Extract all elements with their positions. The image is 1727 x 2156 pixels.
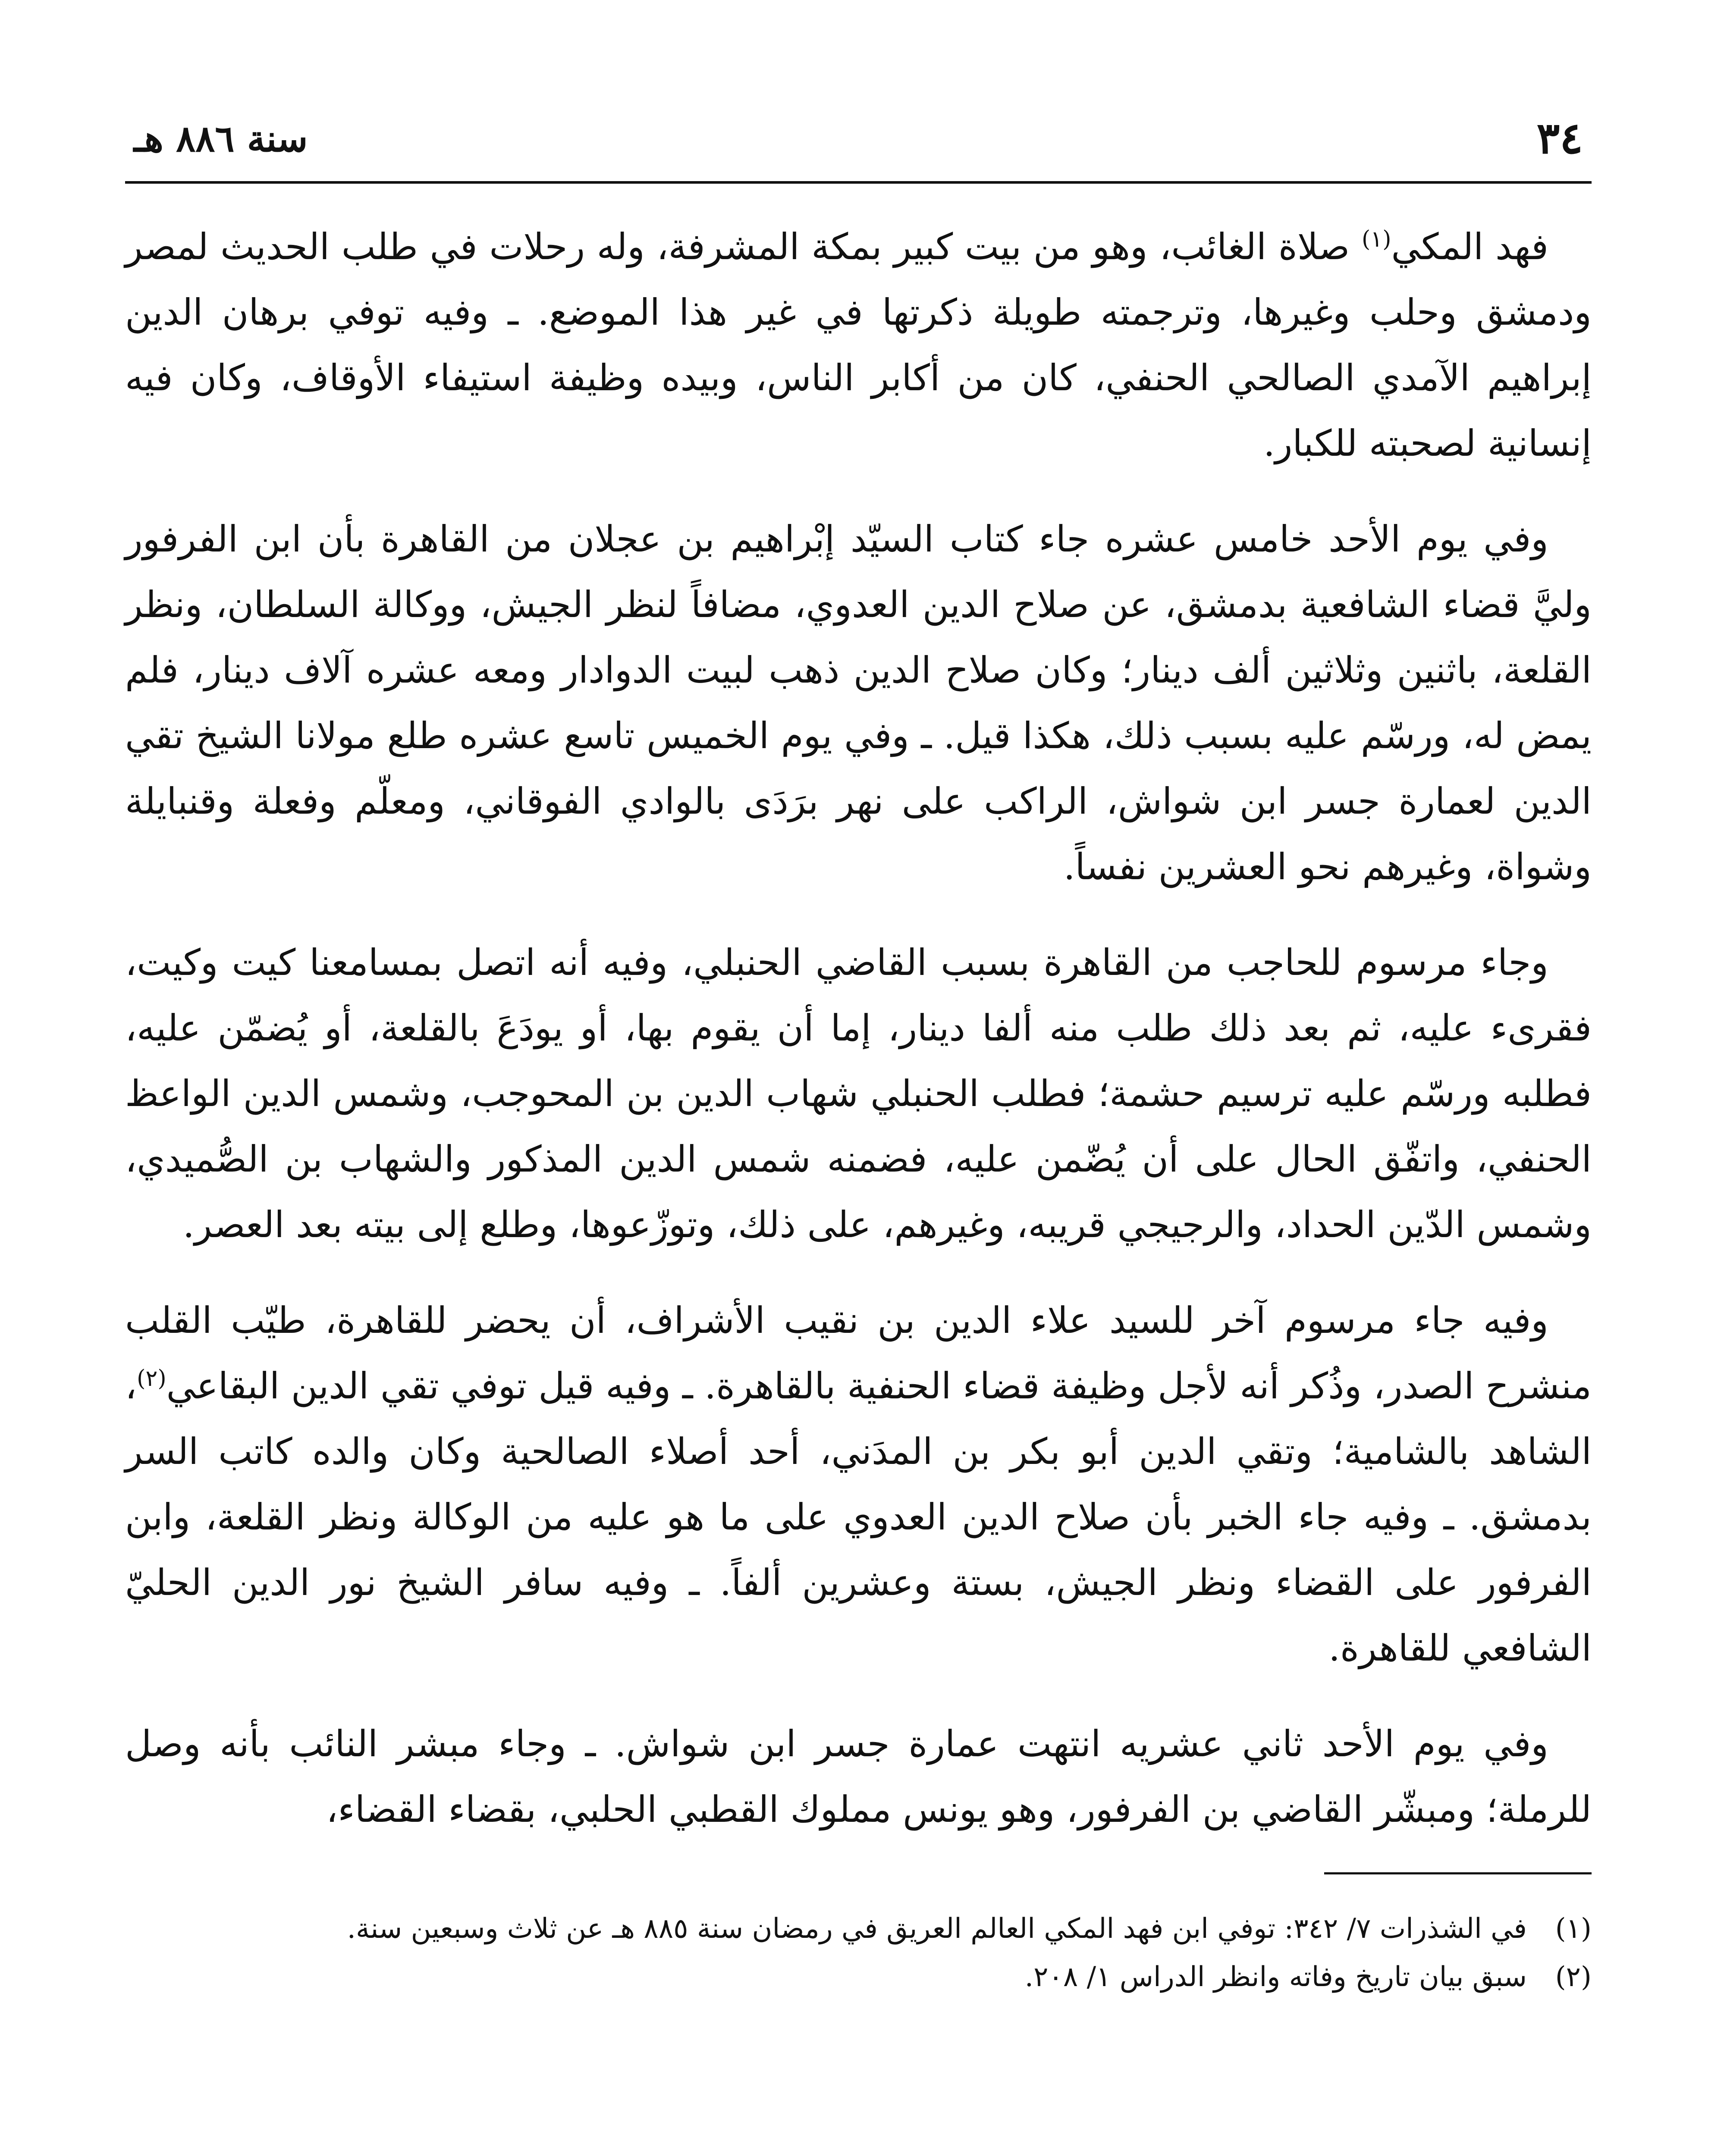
main-text: [125, 214, 1592, 1842]
footnote-ref-2: (٢): [137, 1366, 166, 1391]
page-header: [125, 99, 1592, 184]
footnote-2-number: (٢): [1555, 1961, 1592, 1993]
footnote-1-number: (١): [1555, 1913, 1592, 1945]
book-page: [125, 99, 1592, 2156]
footnote-1: [125, 1905, 1592, 1953]
footnotes: [125, 1905, 1592, 2001]
footnote-2: [125, 1953, 1592, 2001]
footnote-1-text: في الشذرات ٧/ ٣٤٢: توفي ابن فهد المكي العالم العريق في رمضان سنة ٨٨٥ هـ عن ثلاث وسبعين سنة.: [347, 1913, 1527, 1945]
paragraph-4-start: وفيه جاء مرسوم آخر للسيد علاء الدين بن نقيب الأشراف، أن يحضر للقاهرة، طيّب القلب منشرح الصدر، وذُكر أنه لأجل وظيفة قضاء الحنفية بالقاهرة. ـ وفيه قيل توفي تقي الدين البقاعي: [125, 1299, 1592, 1407]
paragraph-2: وفي يوم الأحد خامس عشره جاء كتاب السيّد إبْراهيم بن عجلان من القاهرة بأن ابن الفرفور وليَّ قضاء الشافعية بدمشق، عن صلاح الدين العدوي، مضافاً لنظر الجيش، ووكالة السلطان، ونظر القلعة، باثنين وثلاثين ألف دينار؛ وكان صلاح الدين ذهب لبيت الدوادار ومعه عشره آلاف دينار، فلم يمض له، ورسّم عليه بسبب ذلك، هكذا قيل. ـ وفي يوم الخميس تاسع عشره طلع مولانا الشيخ تقي الدين لعمارة جسر ابن شواش، الراكب على نهر برَدَى بالوادي الفوقاني، ومعلّم وفعلة وقنبايلة وشواة، وغيرهم نحو العشرين نفساً.: [125, 518, 1592, 888]
running-head: سنة ٨٨٦ هـ: [134, 117, 308, 160]
paragraph-1: [125, 214, 1592, 476]
paragraph-1-rest: صلاة الغائب، وهو من بيت كبير بمكة المشرفة، وله رحلات في طلب الحديث لمصر ودمشق وحلب وغيرها، وترجمته طويلة ذكرتها في غير هذا الموضع. ـ وفيه توفي برهان الدين إبراهيم الآمدي الصالحي الحنفي، كان من أكابر الناس، وبيده وظيفة استيفاء الأوقاف، وكان فيه إنسانية لصحبته للكبار.: [125, 226, 1592, 464]
paragraph-1-start: فهد المكي: [1391, 226, 1549, 268]
footnote-2-text: سبق بيان تاريخ وفاته وانظر الدراس ١/ ٢٠٨.: [1024, 1961, 1527, 1993]
paragraph-3: وجاء مرسوم للحاجب من القاهرة بسبب القاضي الحنبلي، وفيه أنه اتصل بمسامعنا كيت وكيت، فقرىء عليه، ثم بعد ذلك طلب منه ألفا دينار، إما أن يقوم بها، أو يودَعَ بالقلعة، أو يُضمّن عليه، فطلبه ورسّم عليه ترسيم حشمة؛ فطلب الحنبلي شهاب الدين بن المحوجب، وشمس الدين الواعظ الحنفي، واتفّق الحال على أن يُضّمن عليه، فضمنه شمس الدين المذكور والشهاب بن الصُّميدي، وشمس الدّين الحداد، والرجيجي قريبه، وغيرهم، على ذلك، وتوزّعوها، وطلع إلى بيته بعد العصر.: [125, 941, 1592, 1246]
page-number: ٣٤: [1536, 113, 1583, 163]
footnote-ref-1: (١): [1361, 226, 1391, 252]
paragraph-4-rest: ، الشاهد بالشامية؛ وتقي الدين أبو بكر بن المدَني، أحد أصلاء الصالحية وكان والده كاتب السر بدمشق. ـ وفيه جاء الخبر بأن صلاح الدين العدوي على ما هو عليه من الوكالة ونظر القلعة، وابن الفرفور على القضاء ونظر الجيش، بستة وعشرين ألفاً. ـ وفيه سافر الشيخ نور الدين الحليّ الشافعي للقاهرة.: [125, 1365, 1592, 1669]
footnote-divider: [1324, 1872, 1592, 1874]
paragraph-4: [125, 1288, 1592, 1681]
paragraph-5: وفي يوم الأحد ثاني عشريه انتهت عمارة جسر ابن شواش. ـ وجاء مبشر النائب بأنه وصل للرملة؛ ومبشّر القاضي بن الفرفور، وهو يونس مملوك القطبي الحلبي، بقضاء القضاء،: [125, 1723, 1592, 1830]
